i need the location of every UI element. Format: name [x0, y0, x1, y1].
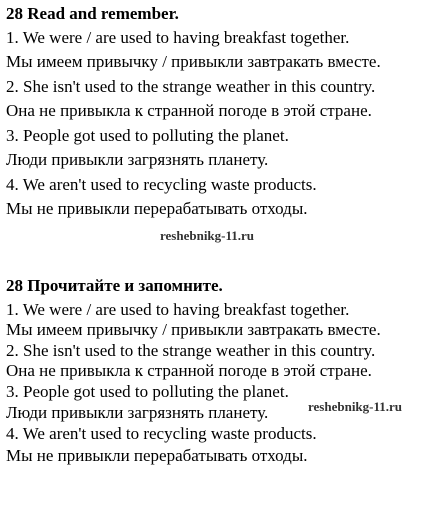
section-1-heading: 28 Read and remember.: [6, 4, 179, 23]
section-2-line-3: 2. She isn't used to the strange weather in this country.: [6, 341, 376, 360]
section-1-line-5: 3. People got used to polluting the planet.: [6, 126, 289, 145]
section-2-line-1: 1. We were / are used to having breakfast together.: [6, 300, 350, 319]
section-2-line-5: 3. People got used to polluting the planet.: [6, 382, 289, 401]
section-1-line-6: Люди привыкли загрязнять планету.: [6, 150, 269, 169]
section-1-line-2: Мы имеем привычку / привыкли завтракать вместе.: [6, 52, 381, 71]
watermark-2: reshebnikg-11.ru: [308, 399, 403, 414]
section-1-line-3: 2. She isn't used to the strange weather in this country.: [6, 77, 376, 96]
section-1-line-8: Мы не привыкли перерабатывать отходы.: [6, 199, 308, 218]
section-2-heading: 28 Прочитайте и запомните.: [6, 276, 223, 295]
section-2-line-2: Мы имеем привычку / привыкли завтракать вместе.: [6, 320, 381, 339]
section-2-line-7: 4. We aren't used to recycling waste products.: [6, 424, 317, 443]
section-2-line-4: Она не привыкла к странной погоде в этой стране.: [6, 361, 372, 380]
section-2-line-8: Мы не привыкли перерабатывать отходы.: [6, 446, 308, 465]
section-2-line-6: Люди привыкли загрязнять планету.: [6, 403, 269, 422]
section-1-line-1: 1. We were / are used to having breakfast together.: [6, 28, 350, 47]
section-1-line-7: 4. We aren't used to recycling waste products.: [6, 175, 317, 194]
watermark-1: reshebnikg-11.ru: [160, 228, 255, 243]
section-1-line-4: Она не привыкла к странной погоде в этой стране.: [6, 101, 372, 120]
